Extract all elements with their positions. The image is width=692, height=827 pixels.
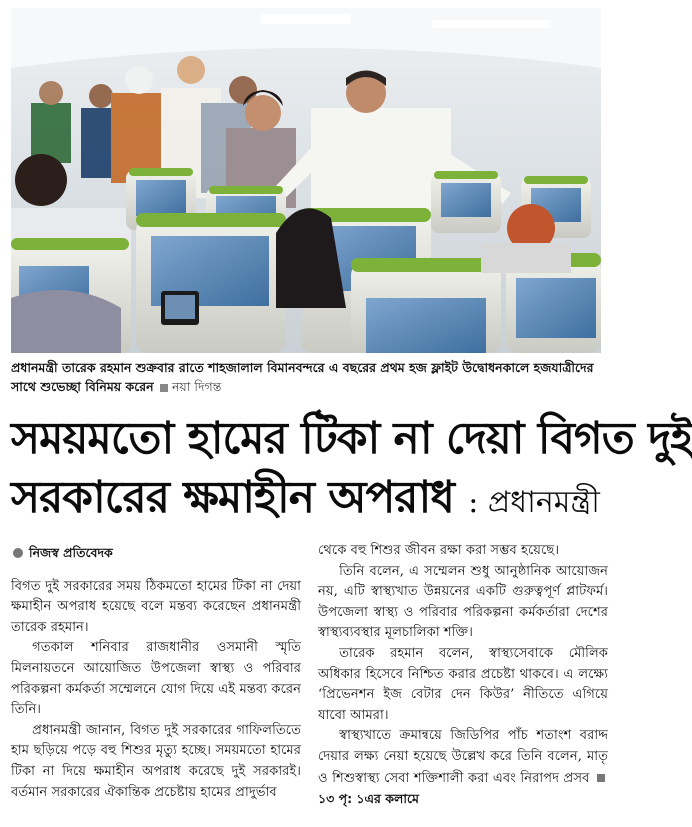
- square-bullet-icon: [597, 774, 605, 782]
- photo-credit: নয়া দিগন্ত: [171, 379, 222, 394]
- headline: [11, 409, 692, 532]
- paragraph: তিনি বলেন, এ সম্মেলন শুধু আনুষ্ঠানিক আয়োজন নয়, এটি স্বাস্থ্যখাত উন্নয়নের একটি গুরুত্বপূর্ণ প্লাটফর্ম। উপজেলা স্বাস্থ্য ও পরিবার পরিকল্পনা কর্মকর্তারা দেশের স্বাস্থ্যব্যবস্থার মূলচালিকা শক্তি।: [318, 563, 608, 641]
- byline: [11, 543, 301, 564]
- photo-caption: [11, 358, 607, 396]
- paragraph: গতকাল শনিবার রাজধানীর ওসমানী স্মৃতি মিলনায়তনে আয়োজিত উপজেলা স্বাস্থ্য ও পরিবার পরিকল্পনা কর্মকর্তা সম্মেলনে যোগ দিয়ে এই মন্তব্য করেন তিনি।: [11, 640, 301, 718]
- paragraph: তারেক রহমান বলেন, স্বাস্থ্যসেবাকে মৌলিক অধিকার হিসেবে নিশ্চিত করার প্রচেষ্টা থাকবে। এ লক্ষ্যে ‘প্রিভেনশন ইজ বেটার দেন কিউর’ নীতিতে এগিয়ে যাবো আমরা।: [318, 645, 608, 723]
- headline-line-2: [11, 469, 611, 532]
- headline-line-2-text: সরকারের ক্ষমাহীন অপরাধ: [11, 472, 454, 523]
- paragraph: বিগত দুই সরকারের সময় ঠিকমতো হামের টিকা না দেয়া ক্ষমাহীন অপরাধ হয়েছে বলে মন্তব্য করেছেন প্রধানমন্ত্রী তারেক রহমান।: [11, 578, 301, 635]
- headline-line-1: সময়মতো হামের টিকা না দেয়া বিগত দুই: [11, 413, 692, 464]
- caption-text: প্রধানমন্ত্রী তারেক রহমান শুক্রবার রাতে শাহজালাল বিমানবন্দরে এ বছরের প্রথম হজ ফ্লাইট উদ্বোধনকালে হজযাত্রীদের সাথে শুভেচ্ছা বিনিময় করেন: [11, 360, 594, 394]
- news-photo: [11, 8, 601, 353]
- article-column-right: [318, 541, 608, 811]
- paragraph-text: স্বাস্থ্যখাতে ক্রমান্বয়ে জিডিপির পাঁচ শতাংশ বরাদ্দ দেয়ার লক্ষ্য নেয়া হয়েছে উল্লেখ করে তিনি বলেন, মাতৃ ও শিশুস্বাস্থ্য সেবা শক্তিশালী করা এবং নিরাপদ প্রসব: [318, 728, 608, 786]
- byline-text: নিজস্ব প্রতিবেদক: [29, 545, 113, 560]
- bullet-dot-icon: [13, 548, 23, 558]
- cabin-scene-illustration: [11, 8, 601, 353]
- square-bullet-icon: [160, 384, 168, 392]
- headline-attribution: : প্রধানমন্ত্রী: [468, 485, 600, 520]
- article-column-left: [11, 543, 301, 803]
- paragraph: প্রধানমন্ত্রী জানান, বিগত দুই সরকারের গাফিলতিতে হাম ছড়িয়ে পড়ে বহু শিশুর মৃত্যু হচ্ছে। সময়মতো হামের টিকা না দিয়ে ক্ষমাহীন অপরাধ করেছে দুই সরকারই। বর্তমান সরকারের ঐকান্তিক প্রচেষ্টায় হামের প্রাদুর্ভাব: [11, 722, 301, 800]
- paragraph-with-jump: [318, 726, 608, 810]
- paragraph: থেকে বহু শিশুর জীবন রক্ষা করা সম্ভব হয়েছে।: [318, 543, 560, 558]
- jump-text: ১৩ পৃ: ১এর কলামে: [318, 791, 419, 807]
